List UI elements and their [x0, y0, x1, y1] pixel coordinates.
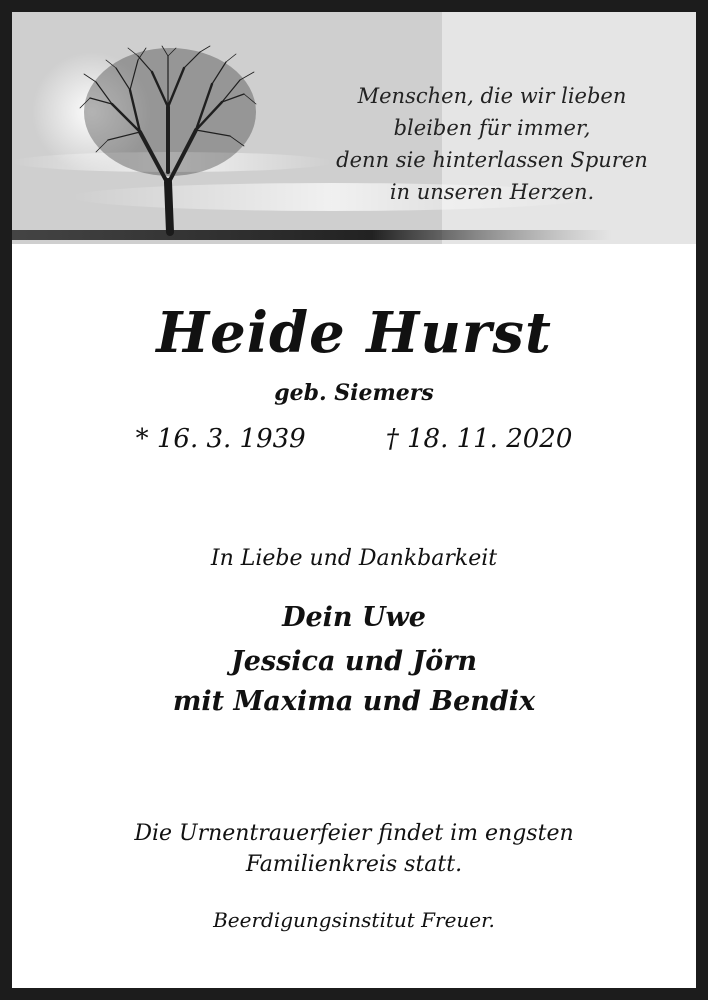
quote-line: in unseren Herzen. — [389, 180, 595, 204]
ceremony-notice — [12, 818, 696, 880]
quote-line: denn sie hinterlassen Spuren — [336, 148, 648, 172]
ceremony-line: Familienkreis statt. — [245, 852, 463, 877]
deceased-name: Heide Hurst — [156, 300, 552, 366]
birth-date: * 16. 3. 1939 — [135, 424, 306, 454]
mourner-line: Dein Uwe — [282, 602, 426, 633]
header-image — [12, 12, 696, 244]
quote-line: Menschen, die wir lieben — [357, 84, 627, 108]
maiden-name: geb. Siemers — [274, 380, 434, 406]
life-dates — [12, 424, 696, 454]
mourner-line: Jessica und Jörn — [230, 646, 478, 677]
mourner-line: mit Maxima und Bendix — [172, 686, 536, 717]
ceremony-line: Die Urnentrauerfeier findet im engsten — [134, 821, 574, 846]
death-date: † 18. 11. 2020 — [385, 424, 573, 454]
memorial-quote — [312, 80, 672, 208]
quote-line: bleiben für immer, — [393, 116, 591, 140]
mourners-intro: In Liebe und Dankbarkeit — [210, 546, 498, 571]
undertaker: Beerdigungsinstitut Freuer. — [213, 908, 495, 932]
